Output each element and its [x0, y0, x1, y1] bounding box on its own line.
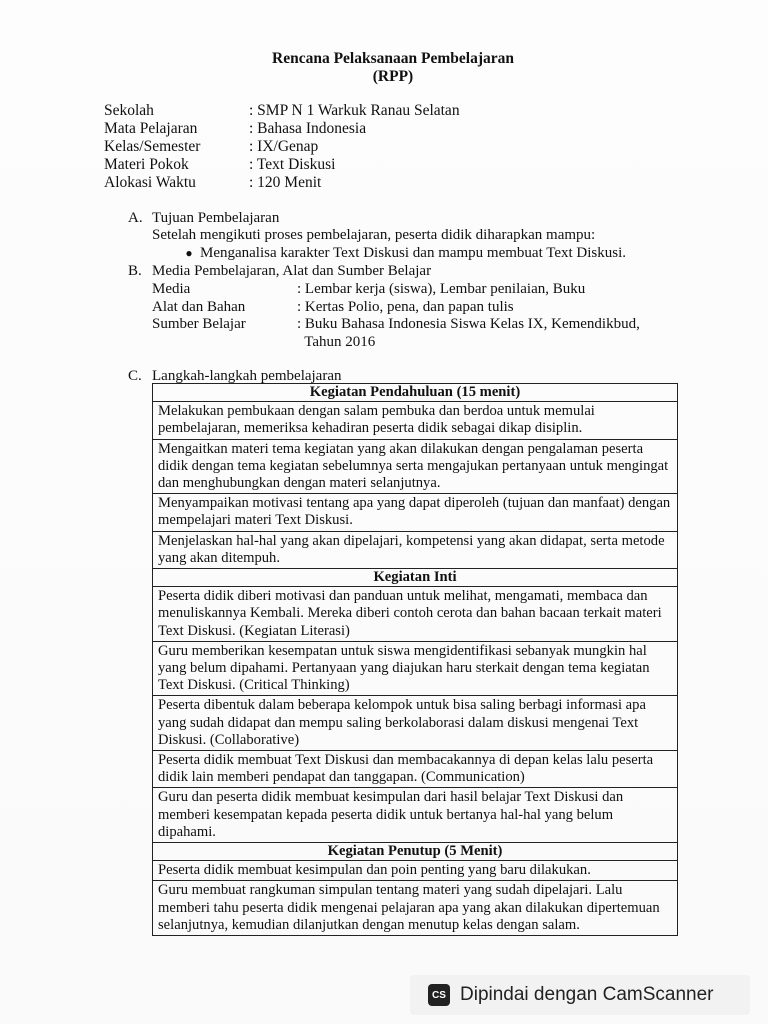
media-row — [152, 299, 677, 317]
table-row: Peserta didik membuat kesimpulan dan poin penting yang baru dilakukan. — [153, 861, 678, 881]
table-row: Melakukan pembukaan dengan salam pembuka dan berdoa untuk memulai pembelajaran, memeriksa kehadiran peserta didik sebagai dikap disiplin. — [153, 402, 678, 439]
media-value: : Buku Bahasa Indonesia Siswa Kelas IX, Kemendikbud, — [297, 316, 640, 332]
group-header-opening: Kegiatan Pendahuluan (15 menit) — [153, 384, 678, 402]
section-a-intro: Setelah mengikuti proses pembelajaran, peserta didik diharapkan mampu: — [152, 227, 596, 243]
info-row-class — [104, 138, 460, 156]
document-title: Rencana Pelaksanaan Pembelajaran — [272, 50, 514, 67]
info-row-time — [104, 174, 460, 192]
watermark-text: Dipindai dengan CamScanner — [460, 984, 714, 1005]
table-row: Menjelaskan hal-hal yang akan dipelajari, kompetensi yang akan didapat, serta metode yang akan ditempuh. — [153, 531, 678, 568]
table-row: Menyampaikan motivasi tentang apa yang dapat diperoleh (tujuan dan manfaat) dengan mempelajari materi Text Diskusi. — [153, 494, 678, 531]
bullet-text: Menganalisa karakter Text Diskusi dan mampu membuat Text Diskusi. — [200, 245, 627, 261]
media-label — [152, 334, 297, 352]
info-value: : IX/Genap — [249, 138, 319, 155]
section-letter: C. — [128, 368, 142, 384]
table-row: Peserta didik diberi motivasi dan panduan untuk melihat, mengamati, membaca dan menuliskannya Kembali. Mereka diberi contoh cerota dan bahan bacaan terkait materi Text Diskusi. (Kegiatan Literasi) — [153, 587, 678, 642]
section-title: Tujuan Pembelajaran — [152, 210, 280, 226]
media-value: Tahun 2016 — [297, 333, 376, 350]
section-title: Langkah-langkah pembelajaran — [152, 368, 342, 384]
media-row — [152, 281, 677, 299]
table-row: Guru memberikan kesempatan untuk siswa mengidentifikasi sebanyak mungkin hal yang belum dipahami. Pertanyaan yang diajukan haru sterkait dengan tema kegiatan Text Diskusi. (Critical Thinking) — [153, 641, 678, 696]
info-value: : Text Diskusi — [249, 156, 336, 173]
info-label: Kelas/Semester — [104, 138, 201, 155]
section-title: Media Pembelajaran, Alat dan Sumber Belajar — [152, 263, 432, 279]
group-header-closing: Kegiatan Penutup (5 Menit) — [153, 843, 678, 861]
info-value: : Bahasa Indonesia — [249, 120, 367, 137]
media-value: : Lembar kerja (siswa), Lembar penilaian, Buku — [297, 281, 586, 297]
table-row: Peserta dibentuk dalam beberapa kelompok untuk bisa saling berbagi informasi apa yang sudah didapat dan mempu saling berkolaborasi dalam diskusi mengenai Text Diskusi. (Collaborative) — [153, 696, 678, 751]
info-row-topic — [104, 156, 460, 174]
info-value: : 120 Menit — [249, 174, 322, 191]
media-label: Media — [152, 281, 191, 297]
table-row: Guru membuat rangkuman simpulan tentang materi yang sudah dipelajari. Lalu memberi tahu peserta didik mengenai pelajaran apa yang akan dilakukan dipertemuan selanjutnya, kemudian dilanjutkan dengan menutup kelas dengan salam. — [153, 881, 678, 936]
document-subtitle: (RPP) — [372, 68, 414, 85]
group-header-core: Kegiatan Inti — [153, 569, 678, 587]
section-b-heading — [128, 262, 431, 280]
info-row-school — [104, 102, 460, 120]
media-row — [152, 334, 677, 352]
info-label: Alokasi Waktu — [104, 174, 196, 191]
info-label: Mata Pelajaran — [104, 120, 198, 137]
table-row: Peserta didik membuat Text Diskusi dan membacakannya di depan kelas lalu peserta didik lain memberi pendapat dan tanggapan. (Communication) — [153, 751, 678, 788]
info-label: Materi Pokok — [104, 156, 189, 173]
info-row-subject — [104, 120, 460, 138]
media-value: : Kertas Polio, pena, dan papan tulis — [297, 298, 514, 315]
info-value: : SMP N 1 Warkuk Ranau Selatan — [249, 102, 460, 119]
info-label: Sekolah — [104, 102, 154, 119]
section-a-bullet — [178, 244, 626, 262]
camscanner-watermark — [410, 975, 750, 1015]
section-letter: B. — [128, 263, 142, 279]
learning-steps-table — [152, 383, 678, 936]
bullet-icon: ● — [185, 246, 193, 260]
media-row — [152, 316, 677, 334]
table-row: Mengaitkan materi tema kegiatan yang akan dilakukan dengan pengalaman peserta didik dengan tema kegiatan sebelumnya serta mengajukan pertanyaan untuk mengingat dan menghubungkan dengan materi selanjutnya. — [153, 439, 678, 494]
identity-block — [104, 102, 460, 192]
section-letter: A. — [128, 210, 143, 226]
media-block — [152, 281, 677, 351]
media-label: Sumber Belajar — [152, 316, 246, 332]
section-a-heading — [128, 209, 279, 227]
camscanner-logo-icon: CS — [428, 984, 450, 1006]
table-row: Guru dan peserta didik membuat kesimpulan dari hasil belajar Text Diskusi dan memberi kesempatan kepada peserta didik untuk bertanya hal-hal yang belum dipahami. — [153, 788, 678, 843]
media-label: Alat dan Bahan — [152, 298, 246, 315]
